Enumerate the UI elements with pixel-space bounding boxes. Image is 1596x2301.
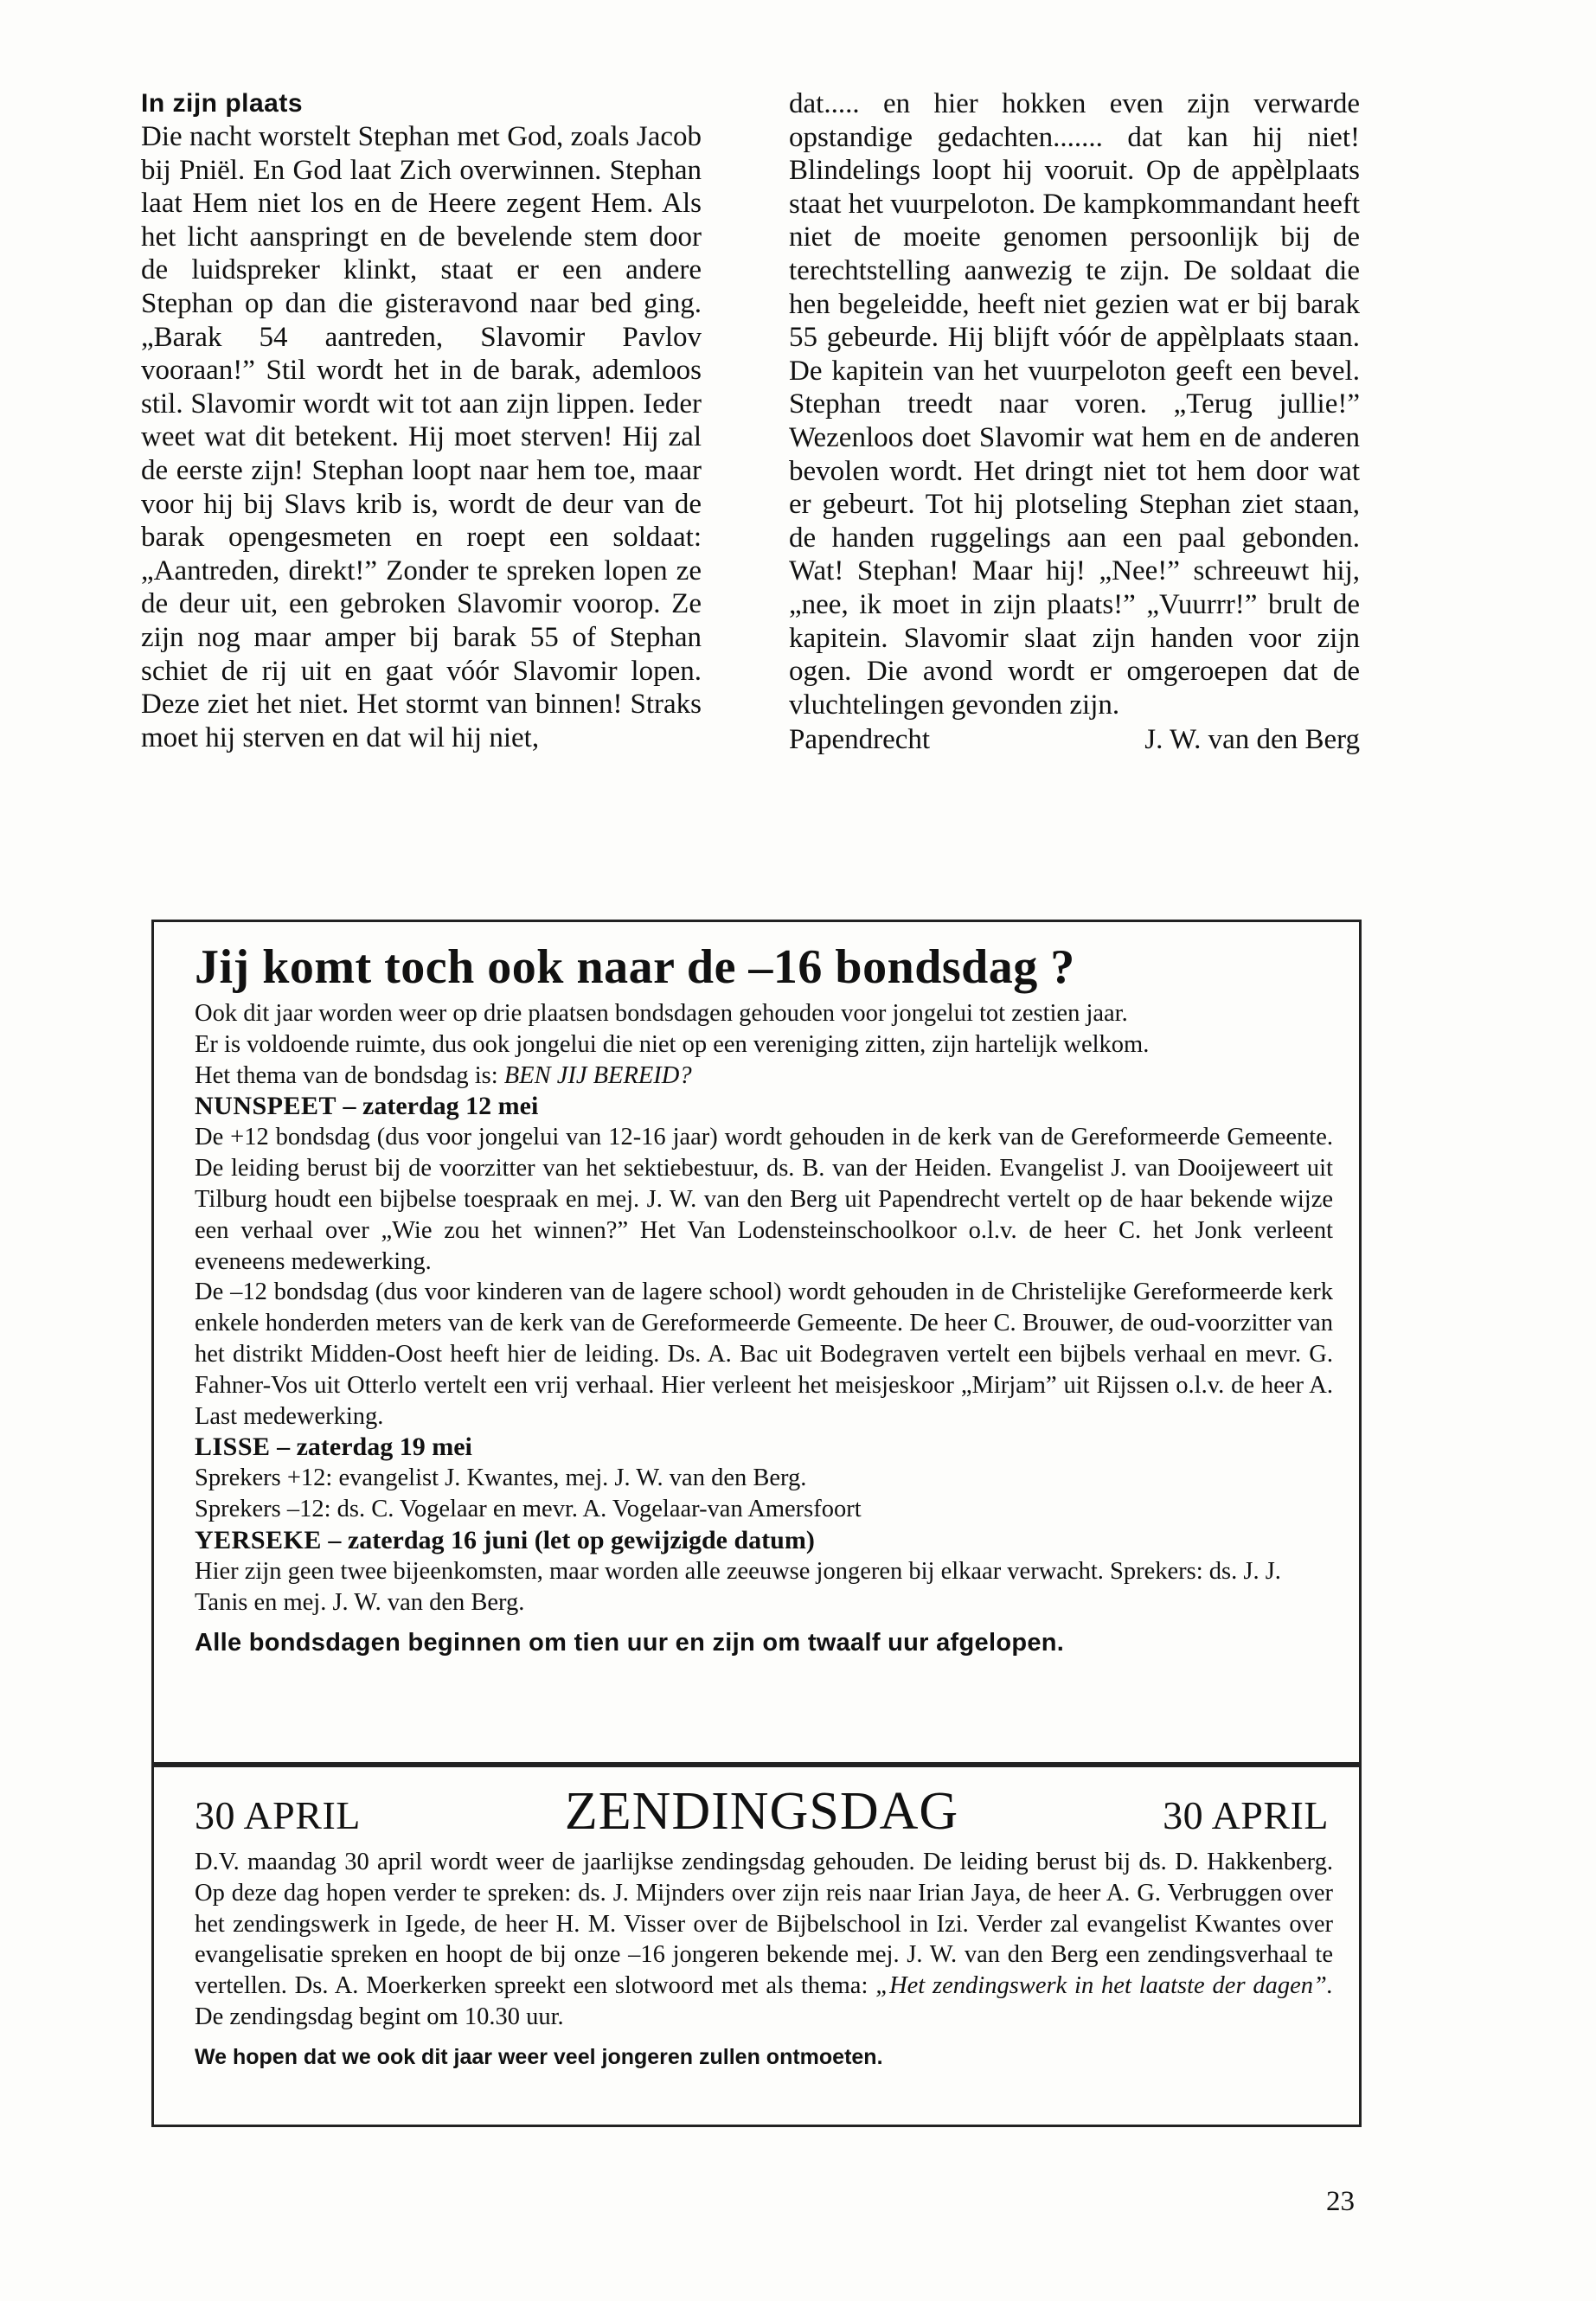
nunspeet-date: – zaterdag 12 mei — [337, 1092, 539, 1121]
nunspeet-paragraph-1: De +12 bondsdag (dus voor jongelui van 12-16 jaar) wordt gehouden in de kerk van de Gereformeerde Gemeente. De leiding berust bij de voorzitter van het sektiebestuur, ds. B. van der Heiden. Evangelist J. van Dooijeweert uit Tilburg houdt een bijbelse toespraak en mej. J. W. van den Berg uit Papendrecht vertelt op de haar bekende wijze een verhaal over „Wie zou het winnen?” Het Van Lodensteinschoolkoor o.l.v. de heer C. het Jonk verleent eveneens medewerking. — [195, 1124, 1333, 1275]
bondsdag-theme: BEN JIJ BEREID? — [503, 1061, 692, 1089]
bondsdag-closing: Alle bondsdagen beginnen om tien uur en zijn om twaalf uur afgelopen. — [195, 1628, 1065, 1657]
story-right-column — [789, 87, 1360, 757]
story-text-left: Die nacht worstelt Stephan met God, zoals Jacob bij Pniël. En God laat Zich overwinnen. Stephan laat Hem niet los en de Heere zegent Hem. Als het licht aanspringt en de bevelende stem door de luidspreker klinkt, staat er een andere Stephan op dan die gisteravond naar bed ging. „Barak 54 aantreden, Slavomir Pavlov vooraan!” Stil wordt het in de barak, ademloos stil. Slavomir wordt wit tot aan zijn lippen. Ieder weet wat dit betekent. Hij moet sterven! Hij zal de eerste zijn! Stephan loopt naar hem toe, maar voor hij bij Slavs krib is, wordt de deur van de barak opengesmeten en roept een soldaat: „Aantreden, direkt!” Zonder te spreken lopen ze de deur uit, een gebroken Slavomir voorop. Ze zijn nog maar amper bij barak 55 of Stephan schiet de rij uit en gaat vóór Slavomir lopen. Deze ziet het niet. Het stormt van binnen! Straks moet hij sterven en dat wil hij niet, — [141, 121, 702, 753]
story-author: J. W. van den Berg — [1144, 724, 1360, 756]
lisse-subheading — [195, 1432, 1359, 1463]
bondsdag-intro-2: Er is voldoende ruimte, dus ook jongelui die niet op een vereniging zitten, zijn hartelijk welkom. — [195, 1030, 1150, 1058]
yerseke-subheading — [195, 1525, 1359, 1556]
lisse-date: – zaterdag 19 mei — [270, 1433, 472, 1462]
zendingsdag-body-end: De zendingsdag begint om 10.30 uur. — [195, 2003, 564, 2030]
lisse-speakers-min12: Sprekers –12: ds. C. Vogelaar en mevr. A. Vogelaar-van Amersfoort — [195, 1496, 862, 1523]
bondsdag-theme-prefix: Het thema van de bondsdag is: — [195, 1061, 504, 1089]
zendingsdag-theme: „Het zendingswerk in het laatste der dagen”. — [875, 1972, 1333, 2000]
zendingsdag-date-left: 30 APRIL — [195, 1793, 361, 1837]
zendingsdag-closing: We hopen dat we ook dit jaar weer veel jongeren zullen ontmoeten. — [195, 2044, 883, 2069]
bondsdag-announcement-box — [151, 920, 1362, 1765]
story-left-column — [141, 87, 702, 754]
bondsdag-intro-1: Ook dit jaar worden weer op drie plaatsen bondsdagen gehouden voor jongelui tot zestien jaar. — [195, 1000, 1128, 1027]
nunspeet-location: NUNSPEET — [195, 1092, 337, 1121]
story-heading: In zijn plaats — [141, 89, 304, 118]
lisse-location: LISSE — [195, 1433, 271, 1462]
zendingsdag-date-right: 30 APRIL — [1163, 1793, 1329, 1837]
zendingsdag-announcement-box — [151, 1765, 1362, 2127]
bondsdag-theme-line — [195, 1061, 1359, 1092]
yerseke-paragraph: Hier zijn geen twee bijeenkomsten, maar worden alle zeeuwse jongeren bij elkaar verwacht. Sprekers: ds. J. J. Tanis en mej. J. W. van den Berg. — [195, 1557, 1281, 1616]
story-place: Papendrecht — [789, 724, 931, 756]
page-number: 23 — [1326, 2186, 1355, 2217]
bondsdag-headline: Jij komt toch ook naar de –16 bondsdag ? — [195, 940, 1075, 994]
nunspeet-paragraph-2: De –12 bondsdag (dus voor kinderen van de lagere school) wordt gehouden in de Christelijke Gereformeerde kerk enkele honderden meters van de kerk van de Gereformeerde Gemeente. De heer C. Brouwer, de oud-voorzitter van het distrikt Midden-Oost heeft hier de leiding. Ds. A. Bac uit Bodegraven vertelt een bijbels verhaal en mevr. G. Fahner-Vos uit Otterlo vertelt een vrij verhaal. Hier verleent het meisjeskoor „Mirjam” uit Rijssen o.l.v. de heer A. Last medewerking. — [195, 1279, 1333, 1430]
story-signature — [789, 723, 1360, 757]
zendingsdag-body — [195, 1847, 1359, 2033]
zendingsdag-title: ZENDINGSDAG — [564, 1782, 959, 1841]
lisse-speakers-plus12: Sprekers +12: evangelist J. Kwantes, mej. J. W. van den Berg. — [195, 1465, 807, 1492]
zendingsdag-body-text: D.V. maandag 30 april wordt weer de jaarlijkse zendingsdag gehouden. De leiding berust bij ds. D. Hakkenberg. Op deze dag hopen verder te spreken: ds. J. Mijnders over zijn reis naar Irian Jaya, de heer A. G. Verbruggen over het zendingswerk in Igede, de heer H. M. Visser over de Bijbelschool in Izi. Verder zal evangelist Kwantes over evangelisatie spreken en hoopt de bij onze –16 jongeren bekende mej. J. W. van den Berg een zendingsverhaal te vertellen. Ds. A. Moerkerken spreekt een slotwoord met als thema: — [195, 1849, 1333, 2000]
yerseke-location: YERSEKE — [195, 1525, 322, 1554]
nunspeet-subheading — [195, 1091, 1359, 1122]
story-text-right: dat..... en hier hokken even zijn verwarde opstandige gedachten....... dat kan hij niet! Blindelings loopt hij vooruit. Op de appèlplaats staat het vuurpeloton. De kampkommandant heeft niet de moeite genomen persoonlijk bij de terechtstelling aanwezig te zijn. De soldaat die hen begeleidde, heeft niet gezien wat er bij barak 55 gebeurde. Hij blijft vóór de appèlplaats staan. De kapitein van het vuurpeloton geeft een bevel. Stephan treedt naar voren. „Terug jullie!” Wezenloos doet Slavomir wat hem en de anderen bevolen wordt. Het dringt niet tot hem door wat er gebeurt. Tot hij plotseling Stephan ziet staan, de handen ruggelings aan een paal gebonden. Wat! Stephan! Maar hij! „Nee!” schreeuwt hij, „nee, ik moet in zijn plaats!” „Vuurrr!” brult de kapitein. Slavomir slaat zijn handen voor zijn ogen. Die avond wordt er omgeroepen dat de vluchtelingen gevonden zijn. — [789, 88, 1360, 721]
yerseke-date: – zaterdag 16 juni (let op gewijzigde datum) — [321, 1525, 815, 1554]
zendingsdag-header — [195, 1783, 1359, 1842]
